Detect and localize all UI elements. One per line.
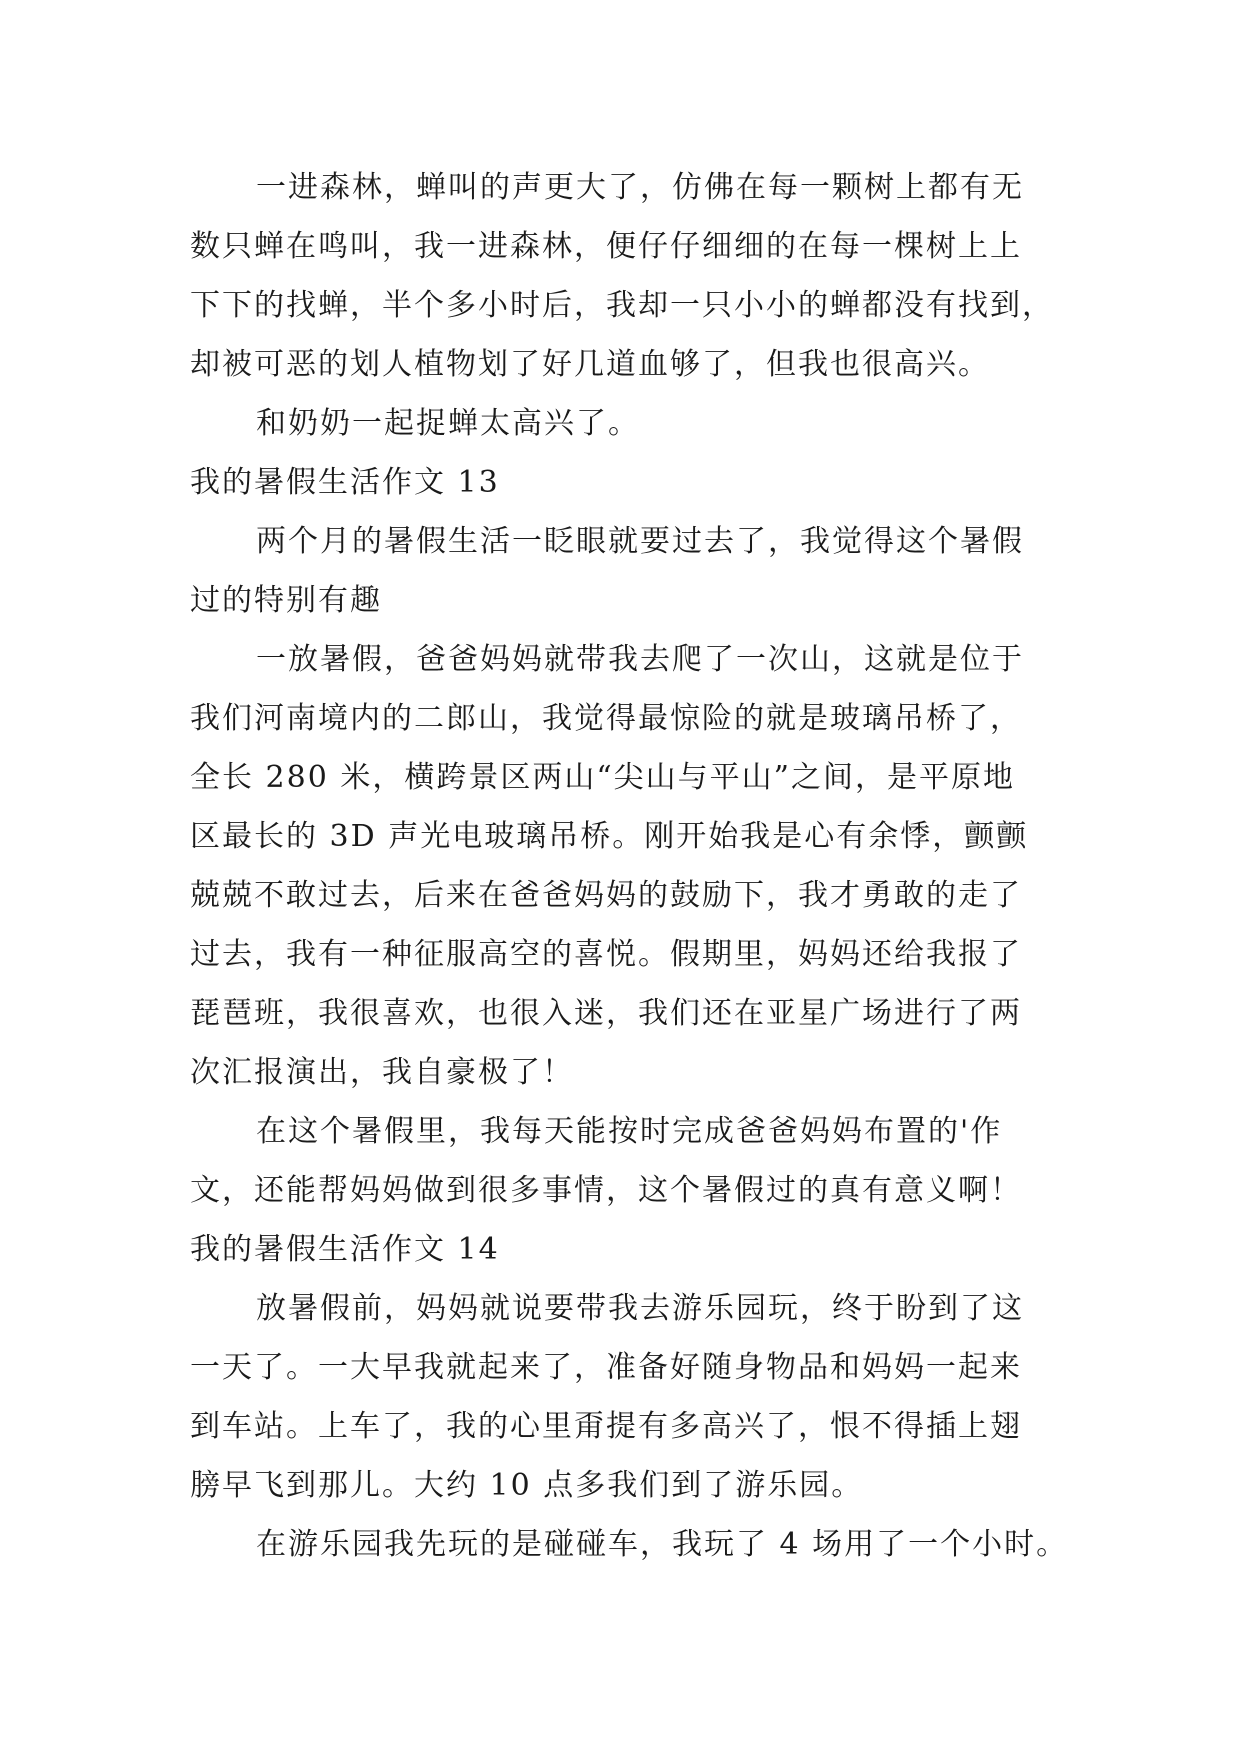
paragraph-line: 我们河南境内的二郎山，我觉得最惊险的就是玻璃吊桥了，	[190, 701, 1022, 736]
paragraph-line: 文，还能帮妈妈做到很多事情，这个暑假过的真有意义啊！	[190, 1173, 1022, 1208]
paragraph-line: 放暑假前，妈妈就说要带我去游乐园玩，终于盼到了这	[256, 1291, 1024, 1326]
section-heading-14: 我的暑假生活作文 14	[190, 1232, 500, 1267]
paragraph-line: 全长 280 米，横跨景区两山“尖山与平山”之间，是平原地	[190, 760, 1016, 795]
paragraph-line: 却被可恶的划人植物划了好几道血够了，但我也很高兴。	[190, 347, 990, 382]
paragraph-line: 一天了。一大早我就起来了，准备好随身物品和妈妈一起来	[190, 1350, 1022, 1385]
paragraph-line: 过去，我有一种征服高空的喜悦。假期里，妈妈还给我报了	[190, 937, 1022, 972]
paragraph-line: 区最长的 3D 声光电玻璃吊桥。刚开始我是心有余悸，颤颤	[190, 819, 1029, 854]
paragraph-line: 下下的找蝉，半个多小时后，我却一只小小的蝉都没有找到，	[190, 288, 1054, 323]
paragraph-line: 兢兢不敢过去，后来在爸爸妈妈的鼓励下，我才勇敢的走了	[190, 878, 1022, 913]
paragraph-line: 在游乐园我先玩的是碰碰车，我玩了 4 场用了一个小时。	[256, 1527, 1069, 1562]
paragraph-line: 到车站。上车了，我的心里甭提有多高兴了，恨不得插上翅	[190, 1409, 1022, 1444]
document-body	[190, 158, 1069, 1574]
paragraph-line: 膀早飞到那儿。大约 10 点多我们到了游乐园。	[190, 1468, 864, 1503]
paragraph-line: 两个月的暑假生活一眨眼就要过去了，我觉得这个暑假	[256, 524, 1024, 559]
paragraph-line: 琵琶班，我很喜欢，也很入迷，我们还在亚星广场进行了两	[190, 996, 1022, 1031]
paragraph-line: 和奶奶一起捉蝉太高兴了。	[256, 406, 640, 441]
paragraph-line: 在这个暑假里，我每天能按时完成爸爸妈妈布置的'作	[256, 1114, 1003, 1149]
paragraph-line: 一放暑假，爸爸妈妈就带我去爬了一次山，这就是位于	[256, 642, 1024, 677]
paragraph-line: 一进森林，蝉叫的声更大了，仿佛在每一颗树上都有无	[256, 170, 1024, 205]
paragraph-line: 数只蝉在鸣叫，我一进森林，便仔仔细细的在每一棵树上上	[190, 229, 1022, 264]
section-heading-13: 我的暑假生活作文 13	[190, 465, 500, 500]
paragraph-line: 过的特别有趣	[190, 583, 382, 618]
paragraph-line: 次汇报演出，我自豪极了！	[190, 1055, 574, 1090]
